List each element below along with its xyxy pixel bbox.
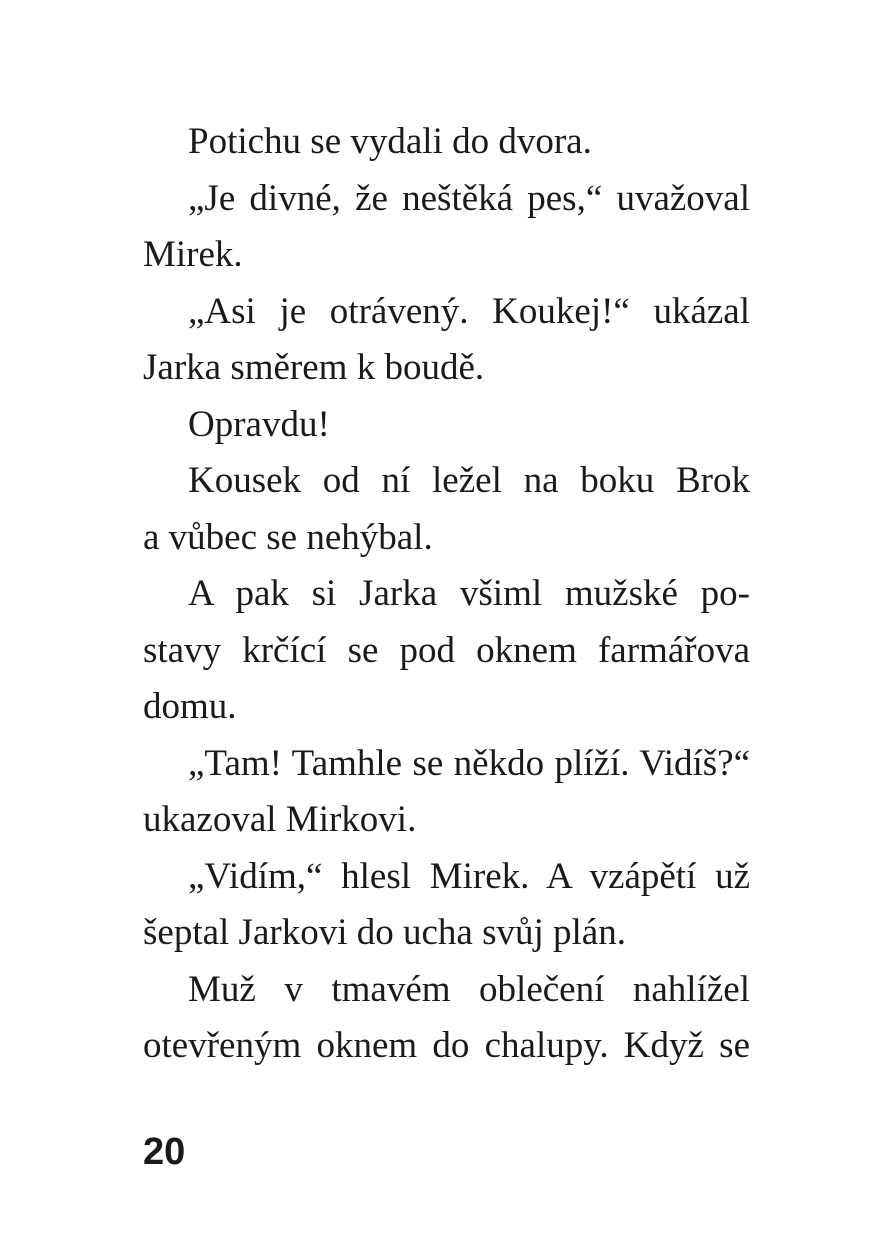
text-line: „Asi je otrávený. Koukej!“ ukázal — [188, 290, 750, 332]
paragraph — [143, 736, 750, 849]
text-line: Kousek od ní ležel na boku Brok — [188, 460, 750, 501]
text-line: domu. — [143, 686, 237, 727]
paragraph — [143, 566, 750, 736]
body-text — [143, 114, 750, 1075]
paragraph — [143, 453, 750, 566]
paragraph — [143, 962, 750, 1075]
text-line: šeptal Jarkovi do ucha svůj plán. — [143, 912, 626, 953]
text-line: Potichu se vydali do dvora. — [188, 121, 592, 162]
text-line: Mirek. — [143, 234, 243, 275]
text-line: stavy krčící se pod oknem farmářova — [143, 629, 750, 671]
text-line: Opravdu! — [188, 403, 330, 445]
text-line: ukazoval Mirkovi. — [143, 799, 417, 840]
text-line: Jarka směrem k boudě. — [143, 347, 485, 388]
page-number: 20 — [143, 1131, 186, 1173]
text-line: A pak si Jarka všiml mužské po- — [188, 573, 750, 614]
paragraph — [143, 284, 750, 397]
text-line: otevřeným oknem do chalupy. Když se — [143, 1025, 750, 1066]
text-line: Muž v tmavém oblečení nahlížel — [188, 968, 750, 1010]
text-line: „Je divné, že neštěká pes,“ uvažoval — [188, 177, 750, 219]
paragraph — [143, 849, 750, 962]
text-line: a vůbec se nehýbal. — [143, 516, 433, 558]
text-line: „Vidím,“ hlesl Mirek. A vzápětí už — [188, 855, 750, 897]
paragraph — [143, 397, 750, 454]
paragraph — [143, 114, 750, 171]
text-line: „Tam! Tamhle se někdo plíží. Vidíš?“ — [188, 742, 750, 784]
paragraph — [143, 171, 750, 284]
